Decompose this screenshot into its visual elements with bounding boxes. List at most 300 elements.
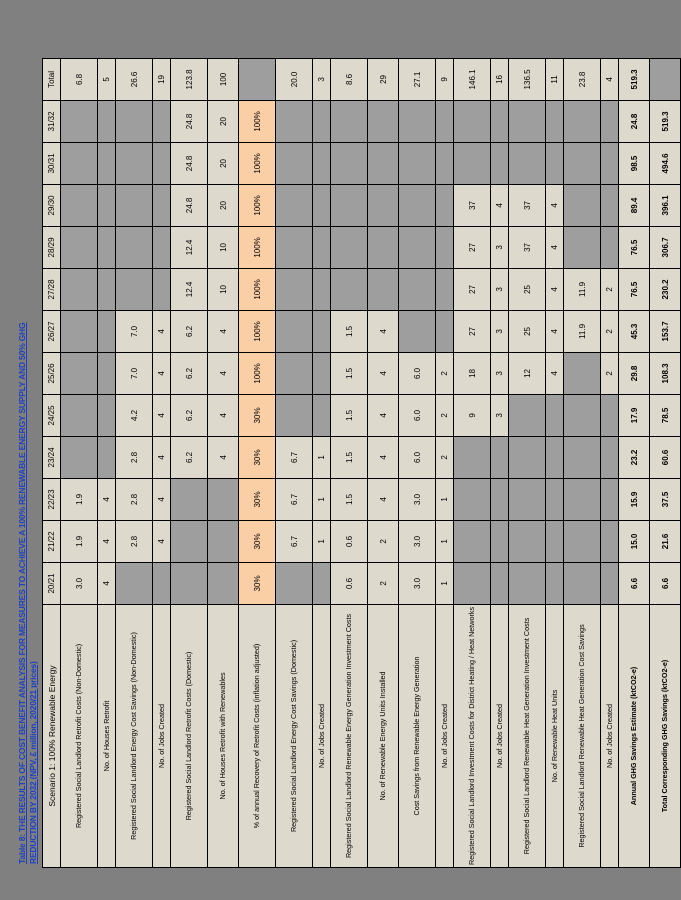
table-cell[interactable]	[368, 184, 399, 226]
table-cell[interactable]: 1	[313, 436, 331, 478]
row-label: Registered Social Landlord Energy Cost Savings (Non-Domestic)	[116, 604, 153, 867]
table-cell[interactable]: 146.1	[454, 58, 491, 100]
table-cell[interactable]	[601, 562, 619, 604]
table-cell[interactable]	[454, 436, 491, 478]
table-cell[interactable]	[331, 184, 368, 226]
table-cell[interactable]	[276, 142, 313, 184]
table-cell[interactable]	[399, 310, 436, 352]
table-cell[interactable]	[564, 226, 601, 268]
table-cell[interactable]: 6.7	[276, 436, 313, 478]
table-cell[interactable]: 20	[208, 184, 239, 226]
table-cell[interactable]	[436, 310, 454, 352]
table-cell[interactable]	[116, 268, 153, 310]
table-cell[interactable]: 76.5	[619, 268, 650, 310]
table-cell[interactable]: 2	[436, 352, 454, 394]
table-row	[509, 58, 546, 867]
table-cell[interactable]	[564, 478, 601, 520]
table-cell[interactable]: 1	[436, 562, 454, 604]
table-cell[interactable]: 4	[98, 478, 116, 520]
table-cell[interactable]	[601, 142, 619, 184]
table-cell[interactable]	[368, 100, 399, 142]
table-cell[interactable]	[601, 436, 619, 478]
table-cell[interactable]: 230.2	[650, 268, 681, 310]
table-cell[interactable]: 4	[546, 226, 564, 268]
table-cell[interactable]	[98, 436, 116, 478]
table-cell[interactable]	[331, 268, 368, 310]
column-header: 27/28	[43, 268, 61, 310]
table-cell[interactable]	[454, 142, 491, 184]
table-cell[interactable]	[98, 100, 116, 142]
table-cell[interactable]: 2.8	[116, 478, 153, 520]
table-cell[interactable]	[564, 394, 601, 436]
table-cell[interactable]	[546, 100, 564, 142]
table-cell[interactable]	[61, 310, 98, 352]
table-cell[interactable]: 2	[436, 436, 454, 478]
table-cell[interactable]	[239, 58, 276, 100]
table-cell[interactable]: 4	[153, 478, 171, 520]
table-cell[interactable]: 4	[601, 58, 619, 100]
table-cell[interactable]: 37	[454, 184, 491, 226]
table-cell[interactable]: 20.0	[276, 58, 313, 100]
table-cell[interactable]: 4	[546, 310, 564, 352]
table-cell[interactable]: 21.6	[650, 520, 681, 562]
table-cell[interactable]: 4	[368, 478, 399, 520]
table-cell[interactable]	[61, 142, 98, 184]
table-cell[interactable]: 153.7	[650, 310, 681, 352]
table-cell[interactable]: 9	[454, 394, 491, 436]
table-cell[interactable]	[116, 100, 153, 142]
table-cell[interactable]: 26.6	[116, 58, 153, 100]
table-cell[interactable]	[436, 226, 454, 268]
table-cell[interactable]	[171, 478, 208, 520]
table-cell[interactable]	[368, 142, 399, 184]
table-cell[interactable]	[601, 478, 619, 520]
table-cell[interactable]	[546, 394, 564, 436]
table-cell[interactable]	[98, 394, 116, 436]
table-cell[interactable]: 6.0	[399, 394, 436, 436]
table-cell[interactable]: 6.2	[171, 310, 208, 352]
table-cell[interactable]: 2	[601, 352, 619, 394]
table-cell[interactable]: 29.8	[619, 352, 650, 394]
table-cell[interactable]	[491, 520, 509, 562]
table-cell[interactable]	[116, 142, 153, 184]
table-cell[interactable]: 10	[208, 268, 239, 310]
table-cell[interactable]	[171, 520, 208, 562]
table-cell[interactable]: 12.4	[171, 226, 208, 268]
table-cell[interactable]: 100%	[239, 100, 276, 142]
table-cell[interactable]	[98, 268, 116, 310]
table-cell[interactable]: 12.4	[171, 268, 208, 310]
table-cell[interactable]: 17.9	[619, 394, 650, 436]
table-cell[interactable]	[601, 520, 619, 562]
table-cell[interactable]	[313, 226, 331, 268]
table-cell[interactable]: 18	[454, 352, 491, 394]
table-cell[interactable]	[153, 184, 171, 226]
table-cell[interactable]: 123.8	[171, 58, 208, 100]
table-cell[interactable]	[546, 520, 564, 562]
table-cell[interactable]	[436, 184, 454, 226]
table-cell[interactable]: 1	[436, 520, 454, 562]
table-row	[650, 58, 681, 867]
table-cell[interactable]: 27	[454, 310, 491, 352]
table-cell[interactable]	[650, 58, 681, 100]
table-cell[interactable]	[454, 562, 491, 604]
table-cell[interactable]	[331, 142, 368, 184]
table-cell[interactable]: 60.6	[650, 436, 681, 478]
table-cell[interactable]	[368, 268, 399, 310]
table-cell[interactable]	[436, 142, 454, 184]
table-cell[interactable]	[313, 100, 331, 142]
table-cell[interactable]	[491, 562, 509, 604]
table-cell[interactable]: 1.9	[61, 478, 98, 520]
table-row	[313, 58, 331, 867]
table-cell[interactable]	[276, 394, 313, 436]
table-cell[interactable]	[491, 142, 509, 184]
table-cell[interactable]	[331, 226, 368, 268]
table-cell[interactable]	[491, 478, 509, 520]
table-cell[interactable]	[491, 100, 509, 142]
table-cell[interactable]	[98, 310, 116, 352]
table-cell[interactable]	[61, 394, 98, 436]
table-cell[interactable]: 11.9	[564, 268, 601, 310]
table-cell[interactable]	[601, 226, 619, 268]
table-cell[interactable]	[564, 352, 601, 394]
table-cell[interactable]	[509, 436, 546, 478]
table-cell[interactable]	[436, 100, 454, 142]
table-cell[interactable]: 100	[208, 58, 239, 100]
table-cell[interactable]	[61, 352, 98, 394]
table-cell[interactable]: 15.0	[619, 520, 650, 562]
table-cell[interactable]	[276, 226, 313, 268]
table-cell[interactable]: 45.3	[619, 310, 650, 352]
table-cell[interactable]	[454, 478, 491, 520]
table-cell[interactable]	[601, 100, 619, 142]
table-cell[interactable]: 30%	[239, 478, 276, 520]
table-cell[interactable]	[276, 100, 313, 142]
table-cell[interactable]: 4	[546, 352, 564, 394]
table-cell[interactable]: 27.1	[399, 58, 436, 100]
table-cell[interactable]: 27	[454, 226, 491, 268]
table-cell[interactable]: 6.0	[399, 352, 436, 394]
table-cell[interactable]: 1.5	[331, 478, 368, 520]
table-cell[interactable]: 2	[368, 562, 399, 604]
table-cell[interactable]	[61, 184, 98, 226]
table-row	[239, 58, 276, 867]
table-cell[interactable]	[509, 100, 546, 142]
table-cell[interactable]: 6.2	[171, 394, 208, 436]
table-cell[interactable]: 4	[153, 352, 171, 394]
row-label: Registered Social Landlord Renewable Heat Generation Cost Savings	[564, 604, 601, 867]
row-label: No. of Jobs Created	[436, 604, 454, 867]
table-cell[interactable]	[564, 436, 601, 478]
table-cell[interactable]	[509, 520, 546, 562]
table-cell[interactable]: 20	[208, 100, 239, 142]
table-cell[interactable]	[546, 436, 564, 478]
table-cell[interactable]	[454, 100, 491, 142]
table-cell[interactable]	[276, 562, 313, 604]
table-cell[interactable]	[313, 184, 331, 226]
table-cell[interactable]: 6.2	[171, 436, 208, 478]
table-cell[interactable]: 4	[368, 436, 399, 478]
table-cell[interactable]: 15.9	[619, 478, 650, 520]
table-cell[interactable]	[153, 142, 171, 184]
table-row	[454, 58, 491, 867]
table-cell[interactable]: 12	[509, 352, 546, 394]
table-cell[interactable]: 24.8	[171, 142, 208, 184]
table-cell[interactable]: 3.0	[61, 562, 98, 604]
table-cell[interactable]: 25	[509, 310, 546, 352]
table-cell[interactable]: 4.2	[116, 394, 153, 436]
table-row	[331, 58, 368, 867]
table-row	[399, 58, 436, 867]
table-cell[interactable]: 4	[491, 184, 509, 226]
table-cell[interactable]	[208, 562, 239, 604]
column-header: 23/24	[43, 436, 61, 478]
table-cell[interactable]: 11.9	[564, 310, 601, 352]
table-cell[interactable]: 2.8	[116, 436, 153, 478]
table-cell[interactable]	[313, 562, 331, 604]
table-cell[interactable]: 3	[491, 226, 509, 268]
table-cell[interactable]: 23.8	[564, 58, 601, 100]
table-cell[interactable]	[399, 226, 436, 268]
table-cell[interactable]: 6.6	[650, 562, 681, 604]
table-row	[98, 58, 116, 867]
table-cell[interactable]: 100%	[239, 268, 276, 310]
table-cell[interactable]	[331, 100, 368, 142]
table-cell[interactable]	[98, 352, 116, 394]
table-cell[interactable]	[509, 478, 546, 520]
table-cell[interactable]	[61, 436, 98, 478]
table-cell[interactable]	[208, 478, 239, 520]
table-cell[interactable]	[491, 436, 509, 478]
table-cell[interactable]: 3	[491, 394, 509, 436]
table-cell[interactable]: 3.0	[399, 478, 436, 520]
row-label: No. of Jobs Created	[313, 604, 331, 867]
table-cell[interactable]: 100%	[239, 184, 276, 226]
table-cell[interactable]	[313, 310, 331, 352]
table-cell[interactable]: 2.8	[116, 520, 153, 562]
table-cell[interactable]: 3	[313, 58, 331, 100]
table-cell[interactable]: 4	[98, 562, 116, 604]
table-cell[interactable]: 25	[509, 268, 546, 310]
table-cell[interactable]	[601, 394, 619, 436]
column-header: 30/31	[43, 142, 61, 184]
table-cell[interactable]	[276, 184, 313, 226]
table-cell[interactable]: 19	[153, 58, 171, 100]
table-cell[interactable]: 11	[546, 58, 564, 100]
table-cell[interactable]: 9	[436, 58, 454, 100]
table-cell[interactable]: 136.5	[509, 58, 546, 100]
table-cell[interactable]	[399, 268, 436, 310]
table-cell[interactable]: 98.5	[619, 142, 650, 184]
table-cell[interactable]: 519.3	[619, 58, 650, 100]
table-cell[interactable]: 30%	[239, 562, 276, 604]
table-cell[interactable]: 2	[436, 394, 454, 436]
table-cell[interactable]: 24.8	[619, 100, 650, 142]
table-cell[interactable]	[116, 226, 153, 268]
table-cell[interactable]	[509, 562, 546, 604]
table-cell[interactable]: 4	[153, 436, 171, 478]
table-row	[368, 58, 399, 867]
table-cell[interactable]	[61, 226, 98, 268]
row-label: No. of Houses Retrofit with Renewables	[208, 604, 239, 867]
table-cell[interactable]: 3	[491, 268, 509, 310]
table-cell[interactable]: 2	[601, 268, 619, 310]
table-cell[interactable]	[399, 184, 436, 226]
row-label: Registered Social Landlord Renewable Heat Generation Investment Costs	[509, 604, 546, 867]
table-cell[interactable]	[509, 394, 546, 436]
table-cell[interactable]: 6.0	[399, 436, 436, 478]
table-cell[interactable]	[546, 142, 564, 184]
table-cell[interactable]: 4	[208, 394, 239, 436]
table-cell[interactable]: 4	[208, 352, 239, 394]
table-cell[interactable]	[153, 562, 171, 604]
table-cell[interactable]: 4	[368, 310, 399, 352]
table-cell[interactable]: 1.5	[331, 394, 368, 436]
table-cell[interactable]: 5	[98, 58, 116, 100]
table-cell[interactable]: 1.9	[61, 520, 98, 562]
table-cell[interactable]: 4	[153, 310, 171, 352]
table-cell[interactable]	[153, 268, 171, 310]
table-cell[interactable]: 37	[509, 184, 546, 226]
table-cell[interactable]: 4	[98, 520, 116, 562]
table-cell[interactable]: 37.5	[650, 478, 681, 520]
row-label: No. of Renewable Energy Units Installed	[368, 604, 399, 867]
table-cell[interactable]	[153, 100, 171, 142]
table-cell[interactable]	[601, 184, 619, 226]
table-cell[interactable]	[399, 142, 436, 184]
table-cell[interactable]: 4	[368, 394, 399, 436]
row-label: No. of Jobs Created	[601, 604, 619, 867]
table-cell[interactable]: 100%	[239, 226, 276, 268]
table-cell[interactable]: 7.0	[116, 352, 153, 394]
row-label: Total Corresponding GHG Savings (ktCO2-e)	[650, 604, 681, 867]
table-cell[interactable]: 3	[491, 352, 509, 394]
table-cell[interactable]: 6.7	[276, 520, 313, 562]
table-cell[interactable]: 10	[208, 226, 239, 268]
table-cell[interactable]	[313, 352, 331, 394]
table-cell[interactable]: 494.6	[650, 142, 681, 184]
table-cell[interactable]	[313, 142, 331, 184]
table-cell[interactable]: 100%	[239, 352, 276, 394]
table-cell[interactable]: 1	[313, 478, 331, 520]
table-corner-label: Scenario 1: 100% Renewable Energy	[43, 604, 61, 867]
table-cell[interactable]	[98, 226, 116, 268]
table-cell[interactable]	[61, 268, 98, 310]
table-cell[interactable]: 1	[313, 520, 331, 562]
table-cell[interactable]: 30%	[239, 394, 276, 436]
table-cell[interactable]: 4	[546, 268, 564, 310]
table-cell[interactable]	[116, 562, 153, 604]
table-cell[interactable]: 24.8	[171, 184, 208, 226]
table-cell[interactable]	[116, 184, 153, 226]
table-cell[interactable]: 30%	[239, 520, 276, 562]
table-cell[interactable]: 37	[509, 226, 546, 268]
table-cell[interactable]: 396.1	[650, 184, 681, 226]
table-cell[interactable]	[546, 562, 564, 604]
table-cell[interactable]: 4	[546, 184, 564, 226]
table-cell[interactable]	[368, 226, 399, 268]
table-cell[interactable]: 78.5	[650, 394, 681, 436]
table-row	[436, 58, 454, 867]
table-cell[interactable]: 1.5	[331, 310, 368, 352]
table-cell[interactable]: 108.3	[650, 352, 681, 394]
table-cell[interactable]: 6.2	[171, 352, 208, 394]
table-cell[interactable]: 4	[208, 310, 239, 352]
table-cell[interactable]	[564, 142, 601, 184]
table-cell[interactable]: 24.8	[171, 100, 208, 142]
table-cell[interactable]	[208, 520, 239, 562]
table-cell[interactable]: 23.2	[619, 436, 650, 478]
table-cell[interactable]	[171, 562, 208, 604]
table-cell[interactable]: 1	[436, 478, 454, 520]
table-cell[interactable]	[98, 184, 116, 226]
table-cell[interactable]	[564, 562, 601, 604]
table-cell[interactable]: 7.0	[116, 310, 153, 352]
table-cell[interactable]: 8.6	[331, 58, 368, 100]
table-cell[interactable]: 16	[491, 58, 509, 100]
table-cell[interactable]	[98, 142, 116, 184]
table-cell[interactable]	[564, 100, 601, 142]
table-cell[interactable]	[399, 100, 436, 142]
table-cell[interactable]: 4	[153, 394, 171, 436]
column-header: 26/27	[43, 310, 61, 352]
table-cell[interactable]: 89.4	[619, 184, 650, 226]
table-cell[interactable]: 29	[368, 58, 399, 100]
table-cell[interactable]: 30%	[239, 436, 276, 478]
table-cell[interactable]: 20	[208, 142, 239, 184]
table-cell[interactable]: 6.7	[276, 478, 313, 520]
table-cell[interactable]	[153, 226, 171, 268]
table-cell[interactable]: 1.5	[331, 352, 368, 394]
table-cell[interactable]	[61, 100, 98, 142]
row-label: Registered Social Landlord Investment Costs for District Heating / Heat Networks	[454, 604, 491, 867]
table-cell[interactable]: 100%	[239, 142, 276, 184]
table-cell[interactable]: 3.0	[399, 520, 436, 562]
table-cell[interactable]	[436, 268, 454, 310]
table-cell[interactable]: 4	[153, 520, 171, 562]
table-cell[interactable]: 1.5	[331, 436, 368, 478]
table-cell[interactable]: 4	[208, 436, 239, 478]
table-cell[interactable]: 100%	[239, 310, 276, 352]
table-cell[interactable]: 4	[368, 352, 399, 394]
spreadsheet-sheet	[13, 10, 670, 890]
table-cell[interactable]	[564, 520, 601, 562]
table-cell[interactable]: 0.6	[331, 562, 368, 604]
table-cell[interactable]	[276, 310, 313, 352]
table-cell[interactable]	[313, 394, 331, 436]
table-cell[interactable]: 6.6	[619, 562, 650, 604]
table-cell[interactable]: 3.0	[399, 562, 436, 604]
table-cell[interactable]	[509, 142, 546, 184]
table-cell[interactable]: 2	[368, 520, 399, 562]
table-cell[interactable]	[454, 520, 491, 562]
table-cell[interactable]	[276, 268, 313, 310]
table-cell[interactable]	[564, 184, 601, 226]
table-cell[interactable]: 3	[491, 310, 509, 352]
table-cell[interactable]: 76.5	[619, 226, 650, 268]
table-cell[interactable]: 0.6	[331, 520, 368, 562]
table-cell[interactable]	[546, 478, 564, 520]
table-cell[interactable]: 6.8	[61, 58, 98, 100]
table-cell[interactable]: 2	[601, 310, 619, 352]
table-cell[interactable]: 519.3	[650, 100, 681, 142]
row-label: Registered Social Landlord Renewable Energy Generation Investment Costs	[331, 604, 368, 867]
table-cell[interactable]	[313, 268, 331, 310]
table-cell[interactable]	[276, 352, 313, 394]
table-cell[interactable]: 306.7	[650, 226, 681, 268]
table-cell[interactable]: 27	[454, 268, 491, 310]
